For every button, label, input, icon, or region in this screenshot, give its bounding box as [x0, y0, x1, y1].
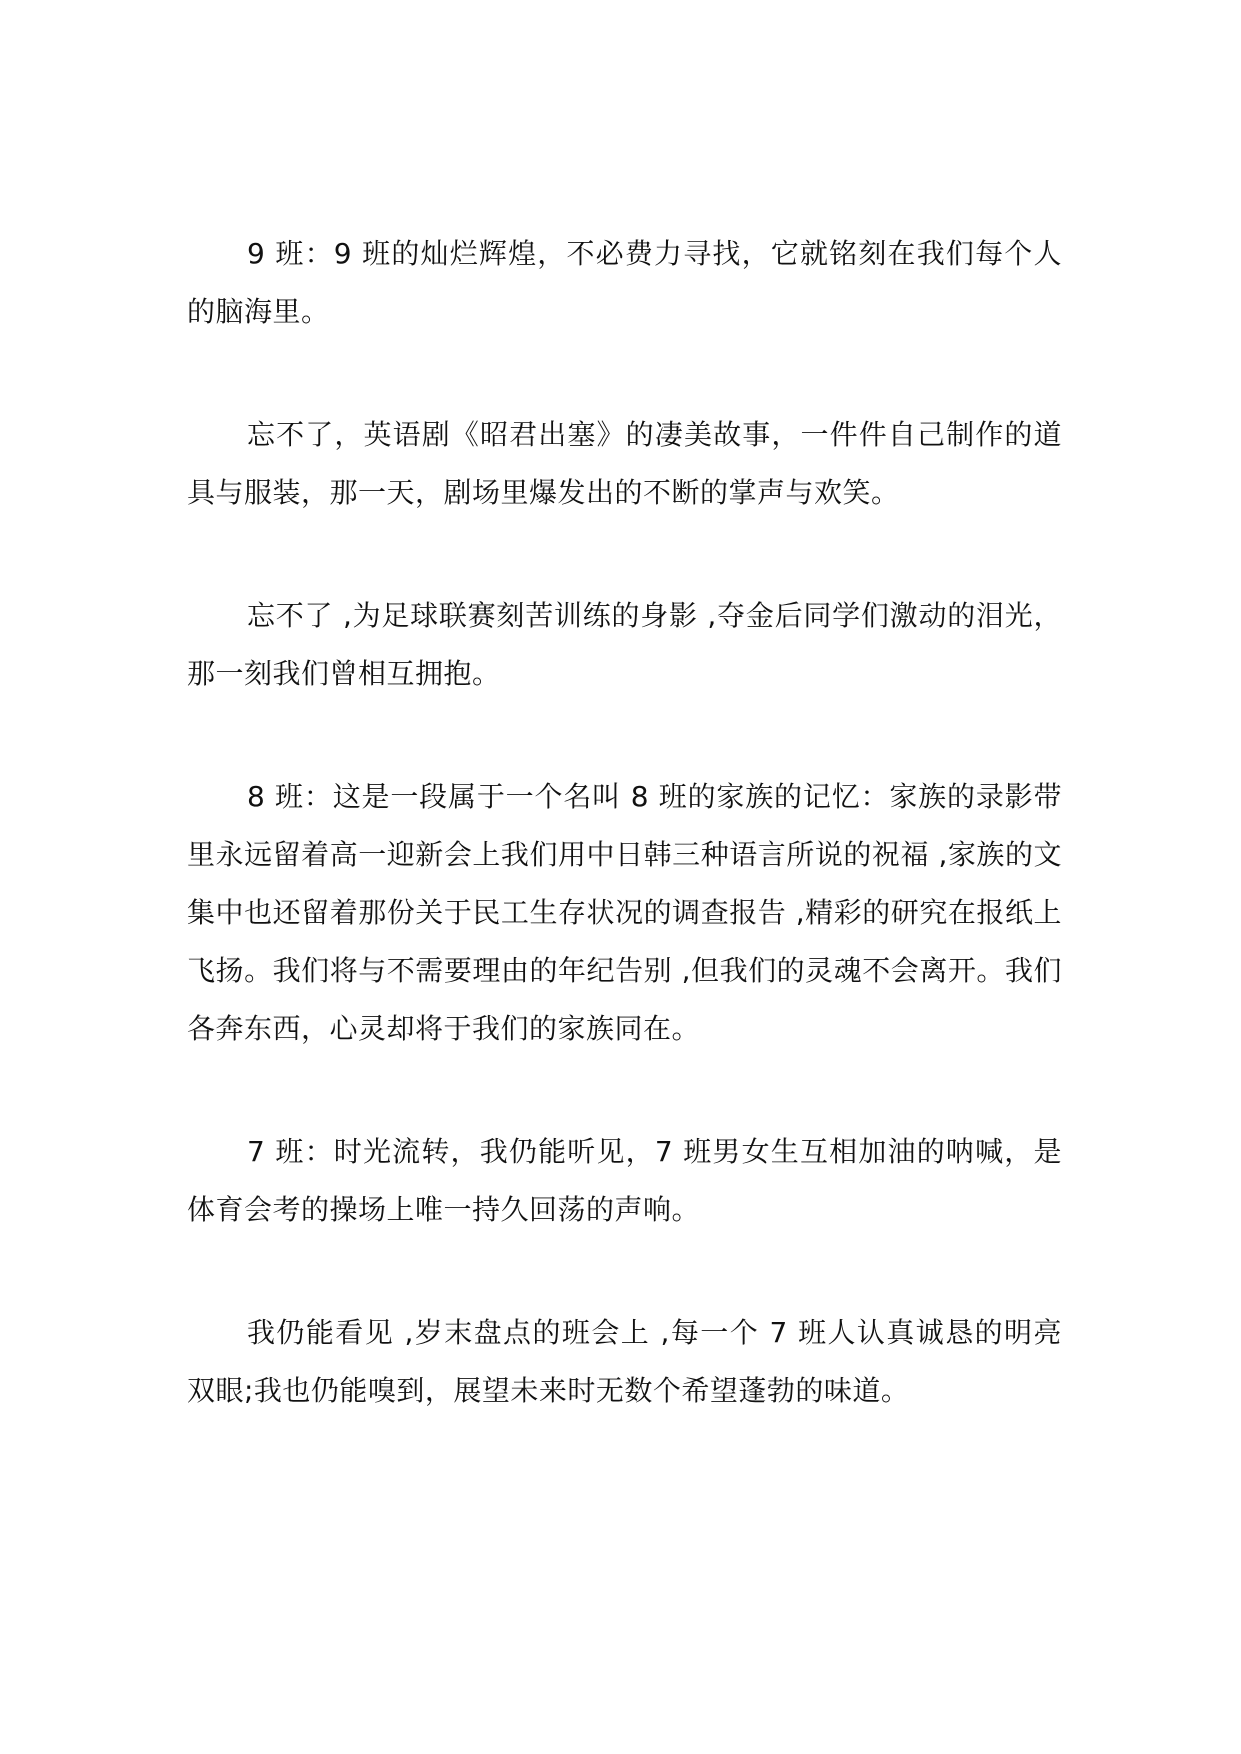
paragraph-class-8: 8 班：这是一段属于一个名叫 8 班的家族的记忆：家族的录影带里永远留着高一迎新会上我们用中日韩三种语言所说的祝福 ,家族的文集中也还留着那份关于民工生存状况的调查报告 ,精彩的研究在报纸上飞扬。我们将与不需要理由的年纪告别 ,但我们的灵魂不会离开。我们各奔东西，心灵却将于我们的家族同在。 — [187, 780, 1062, 1045]
paragraph-class-9-intro: 9 班：9 班的灿烂辉煌，不必费力寻找，它就铭刻在我们每个人的脑海里。 — [187, 237, 1062, 328]
paragraph-class-7-intro: 7 班：时光流转，我仍能听见，7 班男女生互相加油的呐喊，是体育会考的操场上唯一持久回荡的声响。 — [187, 1135, 1062, 1226]
paragraph-class-7-year-end: 我仍能看见 ,岁末盘点的班会上 ,每一个 7 班人认真诚恳的明亮双眼;我也仍能嗅到，展望未来时无数个希望蓬勃的味道。 — [187, 1316, 1062, 1407]
paragraph-football-league: 忘不了 ,为足球联赛刻苦训练的身影 ,夺金后同学们激动的泪光，那一刻我们曾相互拥抱。 — [187, 599, 1062, 690]
paragraph-english-drama: 忘不了，英语剧《昭君出塞》的凄美故事，一件件自己制作的道具与服装，那一天，剧场里爆发出的不断的掌声与欢笑。 — [187, 418, 1062, 509]
document-body — [187, 225, 1062, 1485]
